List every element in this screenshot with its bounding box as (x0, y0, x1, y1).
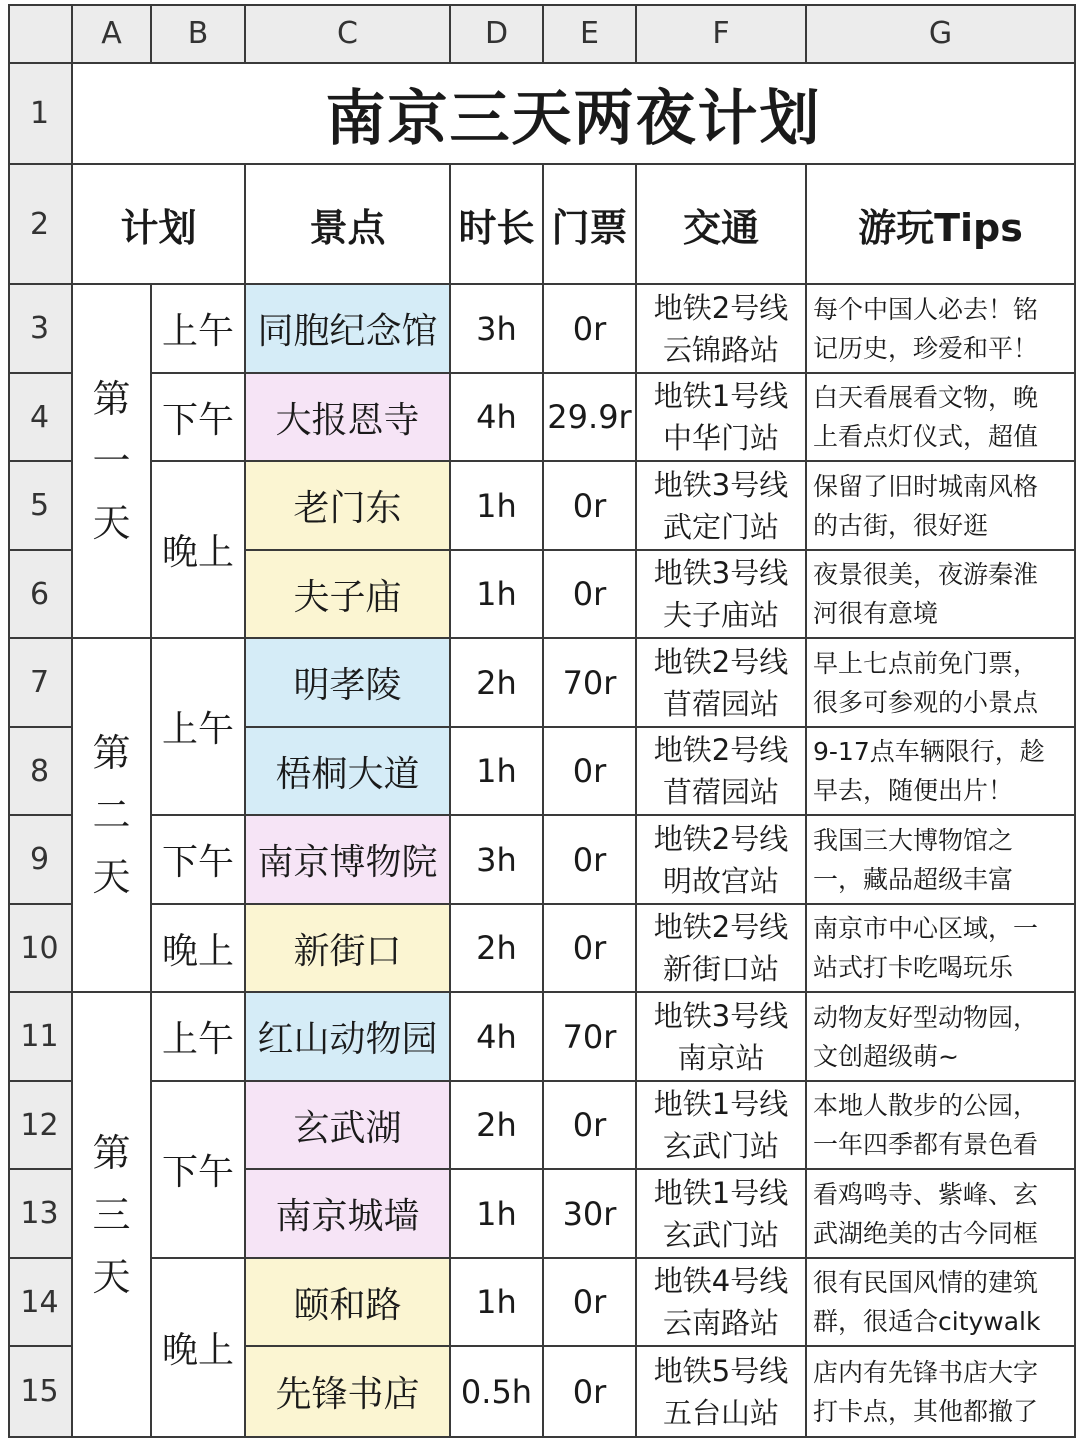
duration-cell[interactable] (451, 905, 544, 993)
ticket-cell[interactable] (544, 816, 637, 905)
transport-cell[interactable] (637, 1259, 807, 1347)
metro-line: 地铁1号线 (653, 1175, 789, 1210)
period-label: 上午 (161, 709, 234, 750)
metro-station: 五台山站 (662, 1395, 779, 1430)
duration-cell[interactable] (451, 1082, 544, 1170)
tips-text (813, 909, 1038, 987)
duration-value: 4h (476, 398, 517, 436)
ticket-price: 70r (562, 1017, 617, 1056)
tips-line: 动物友好型动物园， (813, 1002, 1039, 1032)
ticket-price: 70r (562, 663, 617, 702)
spot-name: 新街口 (293, 930, 402, 972)
header-spot[interactable] (246, 165, 451, 285)
row-header-7[interactable] (8, 639, 73, 728)
period-cell[interactable] (152, 285, 246, 374)
transport-cell[interactable] (637, 551, 807, 639)
tips-line: 早上七点前免门票， (813, 648, 1039, 678)
spot-cell[interactable] (246, 639, 451, 728)
transport-cell[interactable] (637, 816, 807, 905)
tips-line: 记历史，珍爱和平！ (813, 333, 1039, 363)
tips-line: 很多可参观的小景点 (813, 687, 1039, 717)
tips-text (813, 378, 1038, 456)
transport-text (654, 464, 788, 548)
period-cell[interactable] (152, 374, 246, 462)
row-header-label: 10 (20, 930, 59, 966)
row-header-1[interactable] (8, 64, 73, 165)
ticket-cell[interactable] (544, 374, 637, 462)
spot-name: 南京博物院 (257, 842, 438, 883)
row-header-12[interactable] (8, 1082, 73, 1170)
transport-text (654, 1260, 788, 1344)
spot-cell[interactable] (246, 462, 451, 551)
tips-line: 文创超级萌~ (813, 1041, 959, 1071)
duration-value: 3h (476, 309, 517, 348)
ticket-price: 0r (572, 840, 607, 879)
metro-line: 地铁2号线 (653, 644, 789, 679)
row-header-label: 12 (20, 1107, 59, 1143)
ticket-price: 0r (572, 486, 607, 525)
row-header-9[interactable] (8, 816, 73, 905)
spot-cell[interactable] (246, 1259, 451, 1347)
period-label: 下午 (161, 399, 234, 441)
tips-cell[interactable] (807, 639, 1076, 728)
metro-station: 玄武门站 (662, 1217, 779, 1252)
row-header-5[interactable] (8, 462, 73, 551)
transport-cell[interactable] (637, 1170, 807, 1259)
tips-line: 看鸡鸣寺、紫峰、玄 (813, 1179, 1039, 1209)
row-header-4[interactable] (8, 374, 73, 462)
column-header-label: D (484, 15, 509, 51)
transport-cell[interactable] (637, 462, 807, 551)
period-cell[interactable] (152, 1259, 246, 1438)
tips-cell[interactable] (807, 551, 1076, 639)
column-header-label: E (580, 15, 599, 51)
metro-line: 地铁1号线 (653, 379, 789, 413)
ticket-cell[interactable] (544, 728, 637, 816)
period-label: 晚上 (161, 930, 234, 972)
duration-value: 2h (476, 1106, 517, 1144)
tips-line: 一年四季都有景色看 (813, 1130, 1039, 1159)
day-cell-1[interactable] (73, 285, 152, 639)
tips-line: 每个中国人必去！铭 (813, 294, 1039, 324)
ticket-cell[interactable] (544, 1170, 637, 1259)
tips-cell[interactable] (807, 1347, 1076, 1438)
header-transport-label: 交通 (682, 205, 759, 250)
tips-line: 打卡点，其他都撤了 (813, 1396, 1039, 1426)
duration-cell[interactable] (451, 1259, 544, 1347)
transport-text (654, 287, 788, 371)
day-label: 第二天 (92, 731, 131, 899)
metro-station: 武定门站 (662, 509, 779, 544)
spot-name: 玄武湖 (293, 1107, 402, 1149)
spot-cell[interactable] (246, 374, 451, 462)
tips-cell[interactable] (807, 728, 1076, 816)
transport-cell[interactable] (637, 1082, 807, 1170)
metro-line: 地铁3号线 (653, 467, 789, 502)
header-ticket-label: 门票 (551, 205, 628, 250)
tips-line: 的古街，很好逛 (813, 510, 989, 540)
ticket-cell[interactable] (544, 639, 637, 728)
duration-value: 0.5h (460, 1372, 533, 1411)
period-label: 下午 (161, 1152, 234, 1193)
tips-text (813, 644, 1038, 722)
duration-value: 1h (476, 1283, 517, 1321)
column-header-label: C (337, 15, 358, 51)
tips-text (813, 555, 1038, 633)
day-label: 第三天 (92, 1130, 131, 1299)
row-header-label: 8 (29, 753, 50, 789)
metro-station: 玄武门站 (662, 1129, 779, 1163)
header-spot-label: 景点 (309, 205, 386, 250)
duration-value: 2h (476, 663, 517, 702)
tips-text (813, 998, 1038, 1076)
sheet-title[interactable] (73, 64, 1076, 165)
row-header-label: 4 (29, 399, 50, 435)
ticket-cell[interactable] (544, 285, 637, 374)
duration-cell[interactable] (451, 993, 544, 1082)
tips-cell[interactable] (807, 1082, 1076, 1170)
tips-text (813, 1175, 1038, 1253)
spot-cell[interactable] (246, 728, 451, 816)
row-header-label: 11 (20, 1019, 59, 1054)
row-header-10[interactable] (8, 905, 73, 993)
ticket-price: 0r (572, 1372, 607, 1411)
column-header-label: G (928, 15, 953, 51)
period-label: 晚上 (161, 532, 234, 573)
transport-cell[interactable] (637, 374, 807, 462)
metro-station: 夫子庙站 (662, 598, 779, 632)
tips-line: 武湖绝美的古今同框 (813, 1218, 1039, 1248)
metro-station: 苜蓿园站 (662, 686, 779, 721)
row-header-label: 13 (20, 1196, 59, 1231)
spot-cell[interactable] (246, 1347, 451, 1438)
duration-cell[interactable] (451, 728, 544, 816)
metro-line: 地铁2号线 (653, 733, 789, 767)
tips-line: 店内有先锋书店大字 (813, 1357, 1039, 1387)
column-header-e[interactable] (544, 4, 637, 64)
period-label: 上午 (161, 1019, 234, 1060)
row-header-label: 7 (29, 665, 50, 700)
duration-cell[interactable] (451, 1347, 544, 1438)
period-cell[interactable] (152, 462, 246, 639)
transport-text (654, 818, 788, 902)
transport-text (654, 1083, 788, 1167)
column-header-f[interactable] (637, 4, 807, 64)
row-header-14[interactable] (8, 1259, 73, 1347)
row-header-label: 3 (29, 311, 50, 346)
column-header-c[interactable] (246, 4, 451, 64)
day-cell-2[interactable] (73, 639, 152, 993)
row-header-label: 2 (29, 206, 50, 242)
row-header-8[interactable] (8, 728, 73, 816)
header-plan-label: 计划 (120, 205, 197, 250)
tips-line: 保留了旧时城南风格 (813, 471, 1039, 501)
spot-name: 同胞纪念馆 (257, 311, 438, 352)
tips-text (813, 1353, 1038, 1431)
header-plan[interactable] (73, 165, 246, 285)
transport-text (654, 552, 788, 636)
metro-line: 地铁2号线 (653, 821, 789, 856)
row-header-label: 9 (29, 842, 50, 877)
header-tips-label: 游玩Tips (858, 205, 1023, 250)
period-label: 晚上 (161, 1330, 234, 1371)
tips-line: 河很有意境 (813, 599, 939, 628)
ticket-price: 0r (572, 1106, 607, 1144)
tips-text (813, 821, 1013, 899)
ticket-cell[interactable] (544, 993, 637, 1082)
ticket-price: 0r (572, 929, 607, 967)
ticket-price: 30r (562, 1194, 617, 1233)
row-header-label: 6 (29, 576, 50, 612)
duration-cell[interactable] (451, 285, 544, 374)
header-tips[interactable] (807, 165, 1076, 285)
spot-name: 南京城墙 (275, 1196, 420, 1237)
duration-cell[interactable] (451, 816, 544, 905)
duration-cell[interactable] (451, 1170, 544, 1259)
tips-line: 早去，随便出片！ (813, 776, 1014, 805)
spot-name: 夫子庙 (293, 576, 402, 618)
title-text: 南京三天两夜计划 (325, 83, 822, 154)
ticket-cell[interactable] (544, 1347, 637, 1438)
tips-line: 白天看展看文物，晚 (813, 383, 1039, 412)
duration-cell[interactable] (451, 462, 544, 551)
tips-cell[interactable] (807, 1259, 1076, 1347)
header-duration-label: 时长 (458, 205, 535, 250)
transport-text (654, 1350, 788, 1434)
tips-cell[interactable] (807, 816, 1076, 905)
tips-cell[interactable] (807, 1170, 1076, 1259)
column-header-d[interactable] (451, 4, 544, 64)
row-header-label: 5 (29, 488, 50, 523)
duration-cell[interactable] (451, 374, 544, 462)
transport-text (654, 641, 788, 725)
metro-station: 明故宫站 (662, 863, 779, 898)
duration-value: 2h (476, 929, 517, 967)
metro-station: 云南路站 (662, 1306, 779, 1340)
column-header-label: A (101, 15, 122, 51)
tips-cell[interactable] (807, 993, 1076, 1082)
spot-name: 老门东 (293, 488, 402, 529)
spot-name: 颐和路 (293, 1284, 402, 1326)
tips-line: 站式打卡吃喝玩乐 (813, 953, 1014, 982)
ticket-cell[interactable] (544, 1259, 637, 1347)
spot-cell[interactable] (246, 993, 451, 1082)
column-header-label: F (712, 15, 730, 51)
ticket-price: 0r (572, 752, 607, 790)
row-header-11[interactable] (8, 993, 73, 1082)
tips-text (813, 1086, 1038, 1164)
tips-line: 本地人散步的公园， (813, 1091, 1039, 1120)
header-duration[interactable] (451, 165, 544, 285)
tips-line: 南京市中心区域，一 (813, 914, 1039, 943)
spot-name: 先锋书店 (275, 1374, 420, 1415)
tips-line: 群，很适合citywalk (813, 1307, 1041, 1336)
day-label: 第一天 (92, 377, 131, 545)
spot-name: 明孝陵 (293, 665, 402, 706)
tips-line: 我国三大博物馆之 (813, 825, 1014, 855)
tips-line: 上看点灯仪式，超值 (813, 422, 1039, 451)
tips-cell[interactable] (807, 462, 1076, 551)
spot-name: 大报恩寺 (275, 399, 420, 441)
header-transport[interactable] (637, 165, 807, 285)
column-header-g[interactable] (807, 4, 1076, 64)
metro-line: 地铁2号线 (653, 290, 789, 325)
header-ticket[interactable] (544, 165, 637, 285)
row-header-13[interactable] (8, 1170, 73, 1259)
period-label: 下午 (161, 842, 234, 883)
row-header-label: 14 (20, 1284, 59, 1320)
spot-name: 梧桐大道 (275, 753, 420, 795)
metro-station: 新街口站 (662, 952, 779, 986)
tips-text (813, 290, 1038, 368)
duration-cell[interactable] (451, 639, 544, 728)
metro-line: 地铁3号线 (653, 998, 789, 1033)
transport-text (654, 995, 788, 1079)
duration-value: 1h (476, 575, 517, 613)
spot-cell[interactable] (246, 816, 451, 905)
column-header-b[interactable] (152, 4, 246, 64)
spot-cell[interactable] (246, 905, 451, 993)
column-header-label: B (187, 15, 209, 51)
transport-cell[interactable] (637, 1347, 807, 1438)
tips-cell[interactable] (807, 374, 1076, 462)
metro-station: 云锦路站 (662, 332, 779, 367)
duration-value: 1h (476, 486, 517, 525)
tips-line: 一，藏品超级丰富 (813, 864, 1014, 894)
tips-line: 9-17点车辆限行，趁 (813, 737, 1045, 766)
duration-value: 1h (476, 752, 517, 790)
metro-station: 南京站 (677, 1040, 765, 1075)
row-header-label: 1 (29, 96, 50, 131)
day-cell-3[interactable] (73, 993, 152, 1438)
metro-line: 地铁4号线 (653, 1264, 789, 1298)
column-header-a[interactable] (73, 4, 152, 64)
tips-line: 夜景很美，夜游秦淮 (813, 560, 1039, 589)
transport-cell[interactable] (637, 905, 807, 993)
row-header-label: 15 (20, 1374, 59, 1409)
tips-cell[interactable] (807, 285, 1076, 374)
metro-line: 地铁2号线 (653, 910, 789, 944)
ticket-price: 0r (572, 1283, 607, 1321)
ticket-price: 0r (572, 309, 607, 348)
row-header-2[interactable] (8, 165, 73, 285)
ticket-cell[interactable] (544, 1082, 637, 1170)
spot-cell[interactable] (246, 285, 451, 374)
metro-line: 地铁1号线 (653, 1087, 789, 1121)
transport-text (654, 1172, 788, 1256)
metro-station: 中华门站 (662, 421, 779, 455)
duration-cell[interactable] (451, 551, 544, 639)
period-label: 上午 (161, 311, 234, 352)
transport-text (654, 729, 788, 813)
transport-cell[interactable] (637, 639, 807, 728)
period-cell[interactable] (152, 993, 246, 1082)
duration-value: 3h (476, 840, 517, 879)
row-header-6[interactable] (8, 551, 73, 639)
duration-value: 1h (476, 1194, 517, 1233)
metro-line: 地铁5号线 (653, 1353, 789, 1388)
transport-text (654, 375, 788, 459)
row-header-15[interactable] (8, 1347, 73, 1438)
select-all-corner[interactable] (8, 4, 73, 64)
spot-name: 红山动物园 (257, 1019, 438, 1060)
period-cell[interactable] (152, 905, 246, 993)
duration-value: 4h (476, 1017, 517, 1056)
spot-cell[interactable] (246, 1082, 451, 1170)
transport-cell[interactable] (637, 728, 807, 816)
ticket-price: 29.9r (547, 398, 632, 436)
transport-cell[interactable] (637, 285, 807, 374)
period-cell[interactable] (152, 816, 246, 905)
transport-cell[interactable] (637, 993, 807, 1082)
period-cell[interactable] (152, 1082, 246, 1259)
tips-cell[interactable] (807, 905, 1076, 993)
ticket-price: 0r (572, 575, 607, 613)
period-cell[interactable] (152, 639, 246, 816)
ticket-cell[interactable] (544, 905, 637, 993)
metro-station: 苜蓿园站 (662, 775, 779, 809)
spot-cell[interactable] (246, 551, 451, 639)
ticket-cell[interactable] (544, 462, 637, 551)
row-header-3[interactable] (8, 285, 73, 374)
ticket-cell[interactable] (544, 551, 637, 639)
spot-cell[interactable] (246, 1170, 451, 1259)
metro-line: 地铁3号线 (653, 556, 789, 590)
tips-text (813, 467, 1038, 545)
transport-text (654, 906, 788, 990)
tips-line: 很有民国风情的建筑 (813, 1268, 1039, 1297)
tips-text (813, 732, 1045, 810)
tips-text (813, 1263, 1040, 1341)
